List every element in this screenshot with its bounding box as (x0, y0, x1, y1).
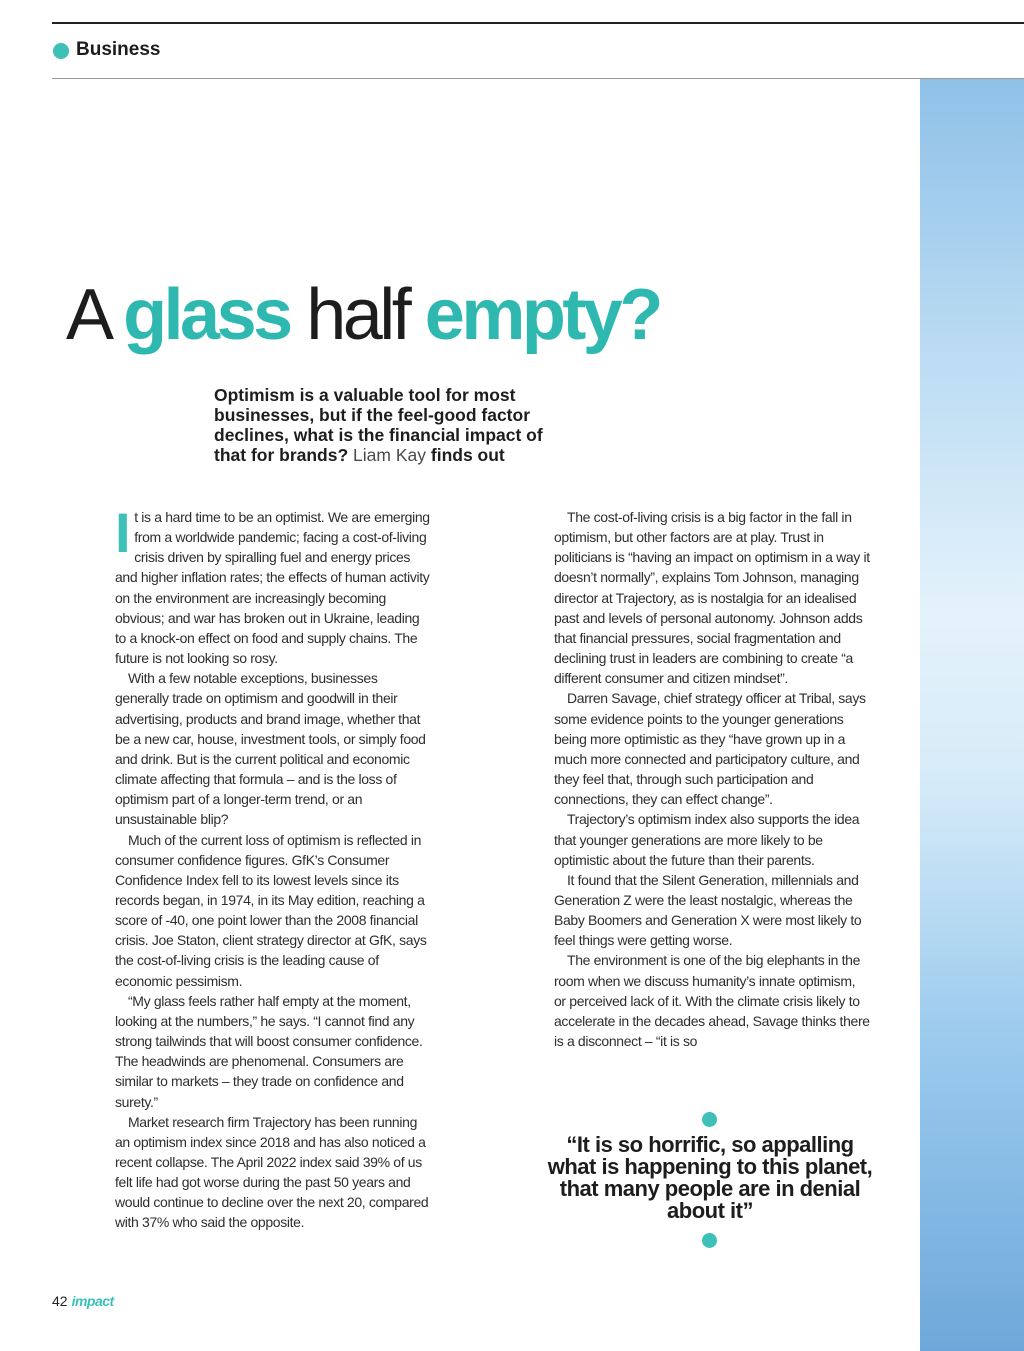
body-paragraph: Darren Savage, chief strategy officer at Tribal, says some evidence points to the younger generations being more optimistic as they “have grown up in a much more connected and participatory culture, and they feel that, through such participation and connections, they can effect change”. (554, 690, 866, 808)
pull-quote: “It is so horrific, so appalling what is happening to this planet, that many people are in denial about it” (547, 1132, 873, 1223)
headline-word-a: A (66, 275, 124, 355)
magazine-logo: impact (71, 1293, 114, 1309)
author-name: Liam Kay (353, 445, 426, 465)
headline-word-empty: empty? (424, 275, 660, 355)
section-rule (52, 78, 1024, 79)
body-paragraph: The environment is one of the big elephants in the room when we discuss humanity’s innate optimism, or perceived lack of it. With the climate crisis likely to accelerate in the decades ahead, Savage thinks there is a disconnect – “it is so (554, 952, 870, 1050)
body-paragraph: It found that the Silent Generation, millennials and Generation Z were the least nostalgic, whereas the Baby Boomers and Generation X were most likely to feel things were getting worse. (554, 871, 862, 949)
body-paragraph: “My glass feels rather half empty at the moment, looking at the numbers,” he says. “I cannot find any strong tailwinds that will boost consumer confidence. The headwinds are phenomenal. Consumers are similar to markets – they trade on confidence and surety.” (115, 992, 423, 1110)
section-label: Business (76, 39, 161, 60)
page-number: 42 (52, 1293, 68, 1309)
standfirst-text: Optimism is a valuable tool for most businesses, but if the feel-good factor declines, what is the financial impact of that for brands? (214, 385, 543, 465)
drop-cap: I (115, 501, 131, 564)
body-paragraph: The cost-of-living crisis is a big factor in the fall in optimism, but other factors are at play. Trust in politicians is “having an impact on optimism in a way it doesn’t normally”, explains Tom Johnson, managing director at Trajectory, as is nostalgia for an idealised past and levels of personal autonomy. Johnson adds that financial pressures, social fragmentation and declining trust in leaders are combining to create “a different consumer and citizen mindset”. (554, 509, 870, 687)
body-paragraph: With a few notable exceptions, businesses generally trade on optimism and goodwill in their advertising, products and brand image, whether that be a new car, house, investment tools, or simply food and drink. But is the current political and economic climate affecting that formula – and is the loss of optimism part of a longer-term trend, or an unsustainable blip? (115, 670, 426, 828)
standfirst-finds-out: finds out (430, 445, 505, 465)
body-column-left (115, 501, 431, 1233)
body-column-right (554, 507, 870, 1051)
page-footer (52, 1293, 114, 1309)
cover-photo-strip (920, 79, 1024, 1351)
body-paragraph: Trajectory’s optimism index also supports the idea that younger generations are more likely to be optimistic about the future than their parents. (554, 811, 860, 868)
section-dot (53, 43, 69, 59)
top-rule (52, 22, 1024, 24)
headline (66, 272, 660, 358)
body-paragraph: Much of the current loss of optimism is reflected in consumer confidence figures. GfK’s Consumer Confidence Index fell to its lowest levels since its records began, in 1974, in its May edition, reaching a score of -40, one point lower than the 2008 financial crisis. Joe Staton, client strategy director at GfK, says the cost-of-living crisis is the leading cause of economic pessimism. (115, 831, 427, 989)
body-paragraph-text: t is a hard time to be an optimist. We are emerging from a worldwide pandemic; facing a cost-of-living crisis driven by spiralling fuel and energy prices and higher inflation rates; the effects of human activity on the environment are increasingly becoming obvious; and war has broken out in Ukraine, leading to a knock-on effect on food and supply chains. The future is not looking so rosy. (115, 509, 430, 667)
pull-quote-dot-bottom (702, 1233, 717, 1248)
body-paragraph: Market research firm Trajectory has been running an optimism index since 2018 and has also noticed a recent collapse. The April 2022 index said 39% of us felt life had got worse during the past 50 years and would continue to decline over the next 20, compared with 37% who said the opposite. (115, 1113, 429, 1231)
pull-quote-dot-top (702, 1112, 717, 1127)
body-paragraph (115, 501, 431, 668)
standfirst (214, 385, 574, 465)
headline-word-half: half (289, 275, 425, 355)
headline-word-glass: glass (123, 275, 290, 355)
